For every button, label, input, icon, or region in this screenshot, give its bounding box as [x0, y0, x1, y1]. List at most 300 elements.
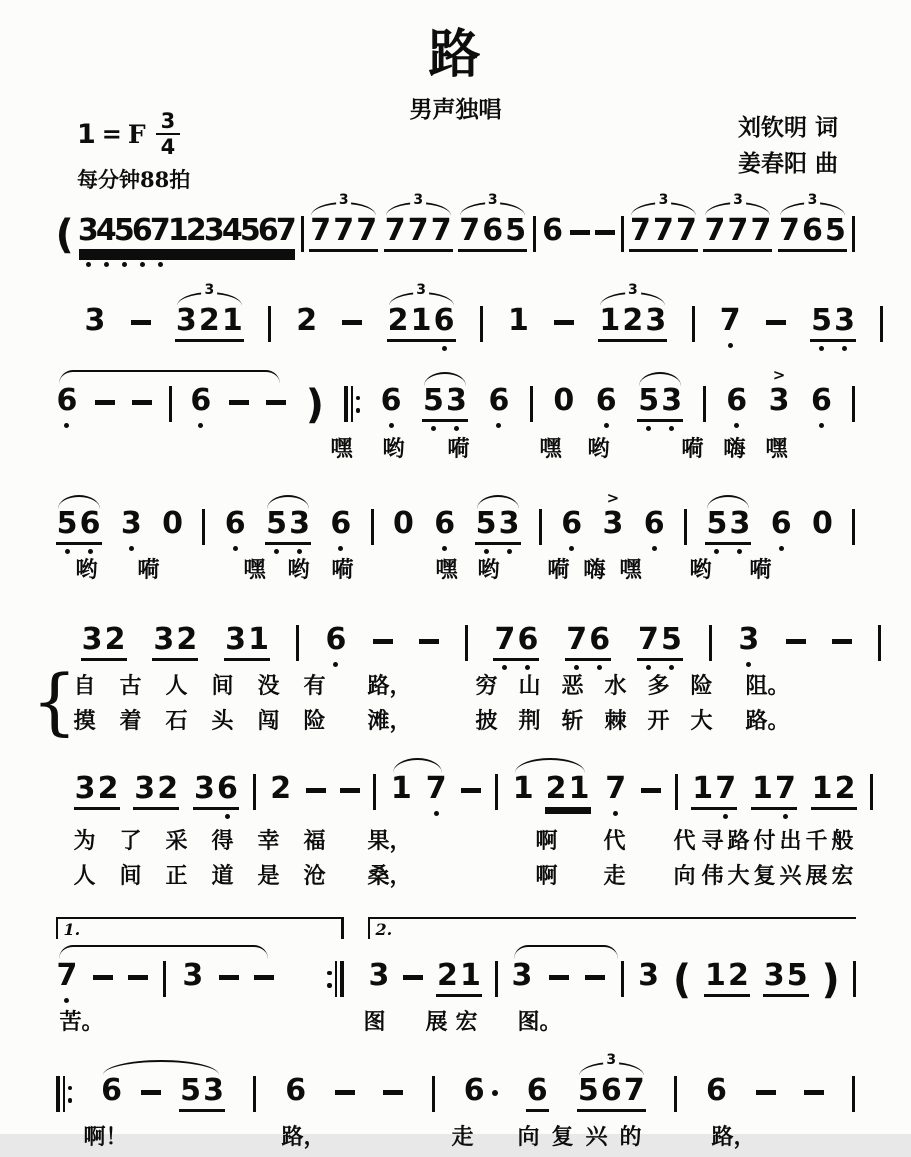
note-number: 3 — [661, 383, 683, 419]
beam-group — [637, 366, 683, 438]
note-number: 1 — [410, 303, 432, 339]
beamed-notes — [763, 958, 809, 997]
time-numerator: 3 — [156, 110, 181, 135]
octave-dot — [389, 423, 394, 428]
octave-dot — [338, 546, 343, 551]
octave-dots — [728, 339, 733, 355]
slur-group — [100, 1056, 225, 1128]
dash-line — [419, 639, 439, 644]
note-number: 0 — [812, 506, 833, 542]
octave-dots — [734, 419, 739, 435]
octave-dot — [64, 423, 69, 428]
note-number: 5 — [638, 383, 660, 419]
slur-arc — [707, 495, 749, 509]
octave-dots — [79, 252, 295, 274]
beam-group — [74, 754, 120, 826]
beam-group — [193, 754, 239, 826]
slur-arc — [267, 495, 309, 509]
lyric-text: 果， — [367, 828, 412, 855]
barline — [878, 605, 881, 677]
barline — [852, 489, 855, 561]
note-number: 7 — [719, 303, 741, 339]
volta-number: 1. — [63, 920, 81, 940]
octave-dot — [597, 665, 602, 670]
note-body — [768, 383, 791, 419]
dash-note — [804, 1056, 824, 1111]
slur-arc — [477, 495, 519, 509]
composer-credit: 姜春阳 曲 — [737, 149, 838, 177]
note — [325, 605, 348, 674]
note-number: 6 — [643, 506, 665, 542]
parenthesis-glyph: ) — [305, 382, 325, 429]
dash-line — [554, 320, 574, 325]
barline-stroke — [853, 961, 856, 997]
beamed-notes — [751, 771, 797, 810]
octave-dots — [703, 252, 772, 268]
note-number: 3 — [729, 506, 751, 542]
note-number: 6 — [482, 213, 504, 249]
note-number: 7 — [459, 213, 481, 249]
note-body — [425, 771, 448, 807]
note-number: 5 — [113, 213, 135, 249]
parenthesis — [56, 196, 74, 270]
dash-line — [132, 400, 152, 405]
triplet-arc — [579, 1052, 644, 1076]
note-body — [811, 506, 834, 542]
lyric-text: 哟 — [689, 557, 712, 584]
barline-stroke — [852, 1076, 855, 1112]
note-body — [84, 303, 107, 339]
note-number: 7 — [56, 958, 78, 994]
beamed-notes — [152, 622, 198, 661]
slur-group — [512, 754, 591, 832]
note-number: 1 — [811, 771, 833, 807]
triplet-group — [629, 192, 698, 268]
lyrics-block — [56, 1009, 856, 1042]
note-number: 2 — [97, 771, 119, 807]
lyric-text: 嗬 — [447, 436, 470, 463]
note-number: 5 — [706, 506, 728, 542]
note — [269, 754, 292, 823]
lyrics-row — [56, 828, 856, 861]
barline-stroke — [480, 306, 483, 342]
note-body — [541, 213, 564, 249]
lyrics-row — [56, 708, 856, 741]
dash-line — [266, 400, 286, 405]
lyrics-row — [56, 1124, 856, 1157]
barline-stroke — [709, 625, 712, 661]
dash-line — [93, 975, 113, 980]
note-number: 2 — [104, 622, 126, 658]
note-body — [637, 958, 660, 994]
lyric-text: 路， — [711, 1124, 756, 1151]
beam-group — [751, 754, 797, 826]
note-number: 7 — [430, 213, 452, 249]
note-body — [329, 506, 352, 542]
octave-dots — [691, 810, 737, 826]
octave-dots — [309, 252, 378, 268]
barline-stroke — [880, 306, 883, 342]
barline-stroke — [621, 216, 624, 252]
beamed-notes — [778, 213, 847, 252]
octave-dots — [193, 810, 239, 826]
octave-dot — [233, 546, 238, 551]
dash-note — [461, 754, 481, 809]
dash-line — [373, 639, 393, 644]
note-number: 2 — [437, 958, 458, 994]
music-line — [56, 605, 881, 677]
note-number: 1 — [512, 771, 534, 807]
beamed-notes — [545, 771, 591, 810]
octave-dot — [225, 814, 230, 819]
accent-mark: > — [772, 366, 786, 385]
dash-note — [786, 605, 806, 660]
beam-group — [691, 754, 737, 826]
barline — [852, 196, 855, 268]
group-top-zone — [384, 192, 453, 216]
note — [560, 489, 583, 558]
augmentation-dot — [492, 1090, 498, 1096]
octave-dot — [104, 262, 109, 267]
barline-stroke — [495, 774, 498, 810]
octave-dots — [442, 542, 447, 558]
octave-dots — [198, 419, 203, 435]
octave-dot — [574, 665, 579, 670]
octave-dots — [133, 810, 179, 826]
credits-block — [738, 110, 838, 181]
barline — [371, 489, 374, 561]
group-top-zone — [598, 282, 667, 306]
octave-dot — [737, 549, 742, 554]
time-signature — [156, 110, 181, 158]
note-number: 3 — [74, 771, 96, 807]
note-number: 3 — [193, 771, 215, 807]
note-number: 7 — [333, 213, 355, 249]
octave-dot — [728, 343, 733, 348]
group-top-zone — [475, 489, 521, 509]
note-body — [269, 771, 292, 807]
rest-note — [392, 489, 415, 558]
barline-stroke — [692, 306, 695, 342]
note-number: 6 — [79, 506, 101, 542]
barline — [495, 754, 498, 826]
note-number: 0 — [393, 506, 414, 542]
octave-dots — [598, 342, 667, 358]
barline-stroke — [432, 1076, 435, 1112]
octave-dots — [389, 419, 394, 435]
barline-stroke — [296, 625, 299, 661]
rest-note — [161, 489, 184, 558]
beamed-notes — [458, 213, 527, 252]
note-number: 5 — [180, 1073, 201, 1109]
dash-line — [570, 230, 590, 235]
note-number: 6 — [56, 383, 78, 419]
lyrics-row — [56, 673, 856, 706]
barline-stroke — [852, 386, 855, 422]
barline — [465, 605, 468, 677]
triplet-group — [598, 282, 667, 358]
lyric-text: 哟嗬 — [75, 557, 200, 584]
slur-arc — [424, 372, 466, 386]
triplet-arc — [631, 192, 696, 216]
dash-line — [131, 320, 151, 325]
dash-line — [766, 320, 786, 325]
octave-dots — [496, 419, 501, 435]
note-body — [100, 1073, 123, 1109]
barline-stroke — [253, 774, 256, 810]
note-number: 6 — [380, 383, 402, 419]
note-body — [224, 506, 247, 542]
note-number: 6 — [595, 383, 617, 419]
note-body — [487, 383, 510, 419]
beam-group — [224, 605, 270, 677]
music-line — [56, 917, 856, 1015]
note-number: 3 — [638, 958, 660, 994]
barline-stroke — [268, 306, 271, 342]
dash-note — [373, 605, 393, 660]
lyrics-row — [56, 436, 856, 469]
lyric-text: 自古人间没有 — [73, 673, 350, 700]
barline-stroke — [675, 774, 678, 810]
lyricist-credit: 刘钦明 词 — [737, 114, 838, 142]
triplet-arc — [780, 192, 845, 216]
beam-group — [422, 366, 468, 438]
dash-line — [786, 639, 806, 644]
repeat-bars — [344, 386, 361, 422]
dash-note — [403, 941, 423, 1015]
triplet-arc — [177, 282, 242, 306]
lyric-text: 啊 — [535, 828, 558, 855]
octave-dots — [811, 810, 857, 826]
triplet-group — [175, 282, 244, 358]
music-line — [56, 754, 874, 832]
group-top-zone — [637, 366, 683, 386]
lyric-text: 桑， — [367, 863, 412, 890]
barline — [253, 1056, 256, 1128]
lyric-text: 阻。 — [745, 673, 790, 700]
note-number: 6 — [463, 1073, 485, 1109]
group-top-zone — [458, 192, 527, 216]
dash-line — [342, 320, 362, 325]
barline-stroke — [169, 386, 172, 422]
beamed-notes — [309, 213, 378, 252]
note-number: 3 — [182, 958, 204, 994]
slur-arc — [58, 495, 100, 509]
beam-group — [152, 605, 198, 677]
note-number: 1 — [221, 303, 243, 339]
octave-dot — [86, 262, 91, 267]
barline — [253, 754, 256, 826]
barline-stroke — [674, 1076, 677, 1112]
note-body — [433, 506, 456, 542]
note-number: 6 — [434, 506, 456, 542]
note-number: 3 — [446, 383, 467, 419]
dash-note — [756, 1056, 776, 1111]
octave-dots — [810, 342, 856, 358]
note-number: 5 — [825, 213, 846, 249]
beamed-notes — [193, 771, 239, 810]
octave-dot — [669, 426, 674, 431]
dash-note — [570, 196, 590, 251]
note-number: 1 — [390, 771, 412, 807]
triplet-number: 3 — [730, 193, 746, 207]
note-number: 7 — [407, 213, 429, 249]
parenthesis — [673, 941, 691, 1015]
beamed-notes — [811, 771, 857, 810]
barline — [301, 196, 304, 268]
dash-note — [832, 605, 852, 660]
tempo-marking: 每分钟88拍 — [77, 167, 191, 193]
key-equals: = — [101, 120, 122, 149]
dash-line — [340, 788, 360, 793]
dash-note — [595, 196, 615, 251]
dash-line — [585, 975, 605, 980]
music-line — [56, 1052, 856, 1128]
octave-dot — [819, 423, 824, 428]
octave-dots — [751, 810, 797, 826]
triplet-number: 3 — [201, 283, 217, 297]
lyric-text: 嘿哟 — [330, 436, 435, 463]
lyrics-block — [56, 557, 856, 590]
barline-stroke — [465, 625, 468, 661]
note — [284, 1056, 307, 1125]
repeat-bars — [56, 1076, 73, 1112]
note-body — [560, 506, 583, 542]
note-body — [810, 383, 833, 419]
slur-group — [511, 941, 625, 1015]
barline-stroke — [202, 509, 205, 545]
note-body — [719, 303, 742, 339]
slur-arc — [59, 370, 281, 385]
octave-dot — [274, 549, 279, 554]
octave-dot — [434, 811, 439, 816]
lyric-text: 路， — [281, 1124, 326, 1151]
barline-stroke — [495, 961, 498, 997]
beamed-notes — [175, 303, 244, 342]
beam-group — [81, 605, 127, 677]
barline — [202, 489, 205, 561]
lyric-text: 图。 — [517, 1009, 562, 1036]
parenthesis — [821, 941, 839, 1015]
note-number: 3 — [77, 213, 99, 249]
note-number: 1 — [751, 771, 773, 807]
group-top-zone — [387, 282, 456, 306]
music-line — [56, 282, 884, 358]
beam-group — [637, 605, 683, 677]
slur-group — [390, 754, 448, 823]
note-number: 2 — [387, 303, 409, 339]
lyric-text: 走 — [603, 863, 626, 890]
music-line — [55, 192, 856, 274]
note-number: 6 — [706, 1073, 727, 1109]
accent-mark: > — [606, 489, 620, 508]
note — [224, 489, 247, 558]
note-number: 3 — [81, 622, 103, 658]
octave-dots — [746, 658, 751, 674]
barline — [852, 366, 855, 438]
note — [433, 489, 456, 558]
repeat-dots — [68, 1086, 73, 1103]
volta-number: 2. — [375, 920, 393, 940]
key-prefix: 1 — [77, 118, 96, 150]
note-number: 1 — [508, 303, 529, 339]
note-number: 5 — [56, 506, 78, 542]
dash-line — [335, 1090, 355, 1095]
octave-dots — [613, 807, 618, 823]
octave-dot — [198, 423, 203, 428]
note — [526, 1056, 549, 1128]
note-number: 7 — [356, 213, 378, 249]
triplet-group — [778, 192, 847, 268]
note-number: 5 — [811, 303, 832, 339]
note-body — [507, 303, 530, 339]
beamed-notes — [703, 213, 772, 252]
barline — [852, 1056, 855, 1128]
beam-group — [565, 605, 611, 677]
beam-group — [763, 941, 809, 1015]
octave-dot — [652, 546, 657, 551]
note-number: 1 — [599, 303, 621, 339]
slur-group — [56, 941, 275, 1013]
note-number: 6 — [488, 383, 510, 419]
note-number: 2 — [727, 958, 749, 994]
beamed-notes — [81, 622, 127, 661]
barline — [268, 286, 271, 358]
group-top-zone — [56, 489, 102, 509]
beam-group — [493, 605, 539, 677]
dash-line — [804, 1090, 824, 1095]
lyric-text: 伟大复兴展宏 — [701, 863, 858, 890]
beamed-notes — [629, 213, 698, 252]
lyrics-block — [56, 436, 856, 469]
note-body — [511, 958, 534, 994]
octave-dots — [333, 658, 338, 674]
repeat-end-sign — [327, 941, 344, 1013]
barline-stroke — [878, 625, 881, 661]
note-number: 5 — [786, 958, 808, 994]
beamed-notes — [705, 506, 751, 545]
note-number: 6 — [810, 383, 832, 419]
barline — [296, 605, 299, 677]
note — [84, 286, 107, 355]
octave-dots — [129, 542, 134, 558]
note-number: 5 — [475, 506, 497, 542]
note-number: 3 — [511, 958, 533, 994]
verse-brace: { — [31, 659, 78, 744]
note — [643, 489, 666, 558]
note-number: 6 — [330, 506, 352, 542]
performance-type: 男声独唱 — [409, 96, 502, 124]
note-number: 7 — [637, 622, 659, 658]
note-number: 6 — [770, 506, 792, 542]
note-number: 6 — [131, 213, 153, 249]
octave-dots — [569, 542, 574, 558]
barline-stroke — [870, 774, 873, 810]
note-body — [512, 771, 535, 807]
key-tempo-block — [77, 110, 190, 194]
barline-stroke — [301, 216, 304, 252]
octave-dots — [233, 542, 238, 558]
triplet-arc — [311, 192, 376, 216]
dash-note — [766, 286, 786, 341]
beamed-notes — [577, 1073, 646, 1112]
note-number: 6 — [542, 213, 564, 249]
note-number: 2 — [622, 303, 644, 339]
note-number: 7 — [605, 771, 627, 807]
beamed-notes — [387, 303, 456, 342]
lyric-text: 嘿哟嗬 — [243, 557, 376, 584]
note-number: 6 — [526, 1076, 549, 1112]
